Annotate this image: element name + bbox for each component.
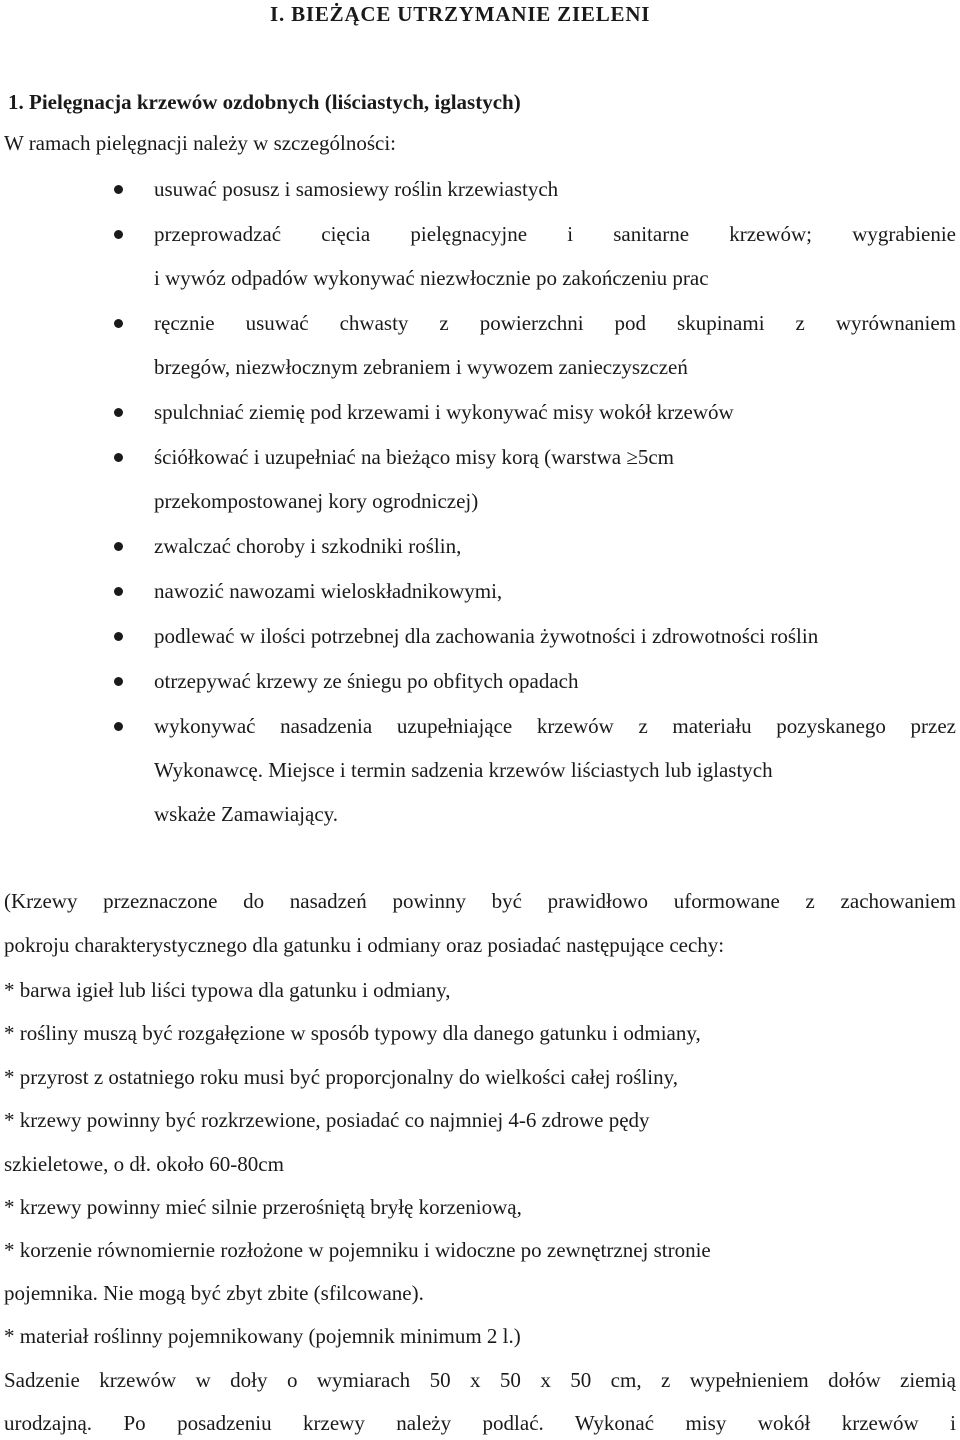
bullet-icon [114,319,123,328]
bullet-icon [114,542,123,551]
requirement-item-continuation: pojemnika. Nie mogą być zbyt zbite (sfilcowane). [4,1281,424,1305]
requirement-item: * krzewy powinny mieć silnie przerośniętą bryłę korzeniową, [4,1195,522,1219]
section-heading: 1. Pielęgnacja krzewów ozdobnych (liściastych, iglastych) [8,90,521,114]
list-item: spulchniać ziemię pod krzewami i wykonywać misy wokół krzewów [154,400,734,424]
requirement-item: * krzewy powinny być rozkrzewione, posiadać co najmniej 4-6 zdrowe pędy [4,1108,650,1132]
paragraph-line: pokroju charakterystycznego dla gatunku i odmiany oraz posiadać następujące cechy: [4,933,725,957]
list-item-continuation: i wywóz odpadów wykonywać niezwłocznie po zakończeniu prac [154,266,709,290]
list-item-continuation: Wykonawcę. Miejsce i termin sadzenia krzewów liściastych lub iglastych [154,758,773,782]
list-item-continuation: przekompostowanej kory ogrodniczej) [154,489,479,513]
list-item: ściółkować i uzupełniać na bieżąco misy korą (warstwa ≥5cm [154,445,674,469]
list-item: zwalczać choroby i szkodniki roślin, [154,534,462,558]
bullet-icon [114,587,123,596]
paragraph-line: Sadzenie krzewów w doły o wymiarach 50 x 50 x 50 cm, z wypełnieniem dołów ziemią [4,1368,956,1392]
document-title: I. BIEŻĄCE UTRZYMANIE ZIELENI [270,2,651,26]
list-item: usuwać posusz i samosiewy roślin krzewiastych [154,177,559,201]
list-item: otrzepywać krzewy ze śniegu po obfitych opadach [154,669,579,693]
bullet-icon [114,185,123,194]
section-intro: W ramach pielęgnacji należy w szczególności: [4,131,397,155]
requirement-item: * materiał roślinny pojemnikowany (pojemnik minimum 2 l.) [4,1324,521,1348]
bullet-icon [114,722,123,731]
paragraph-line: (Krzewy przeznaczone do nasadzeń powinny być prawidłowo uformowane z zachowaniem [4,889,956,913]
bullet-icon [114,408,123,417]
requirement-item-continuation: szkieletowe, o dł. około 60-80cm [4,1152,284,1176]
requirement-item: * korzenie równomiernie rozłożone w pojemniku i widoczne po zewnętrznej stronie [4,1238,711,1262]
bullet-icon [114,632,123,641]
list-item: podlewać w ilości potrzebnej dla zachowania żywotności i zdrowotności roślin [154,624,819,648]
requirement-item: * barwa igieł lub liści typowa dla gatunku i odmiany, [4,978,451,1002]
list-item-continuation: wskaże Zamawiający. [154,802,339,826]
paragraph-line: urodzajną. Po posadzeniu krzewy należy podlać. Wykonać misy wokół krzewów i [4,1411,956,1435]
bullet-icon [114,453,123,462]
list-item: ręcznie usuwać chwasty z powierzchni pod skupinami z wyrównaniem [154,311,956,335]
requirement-item: * przyrost z ostatniego roku musi być proporcjonalny do wielkości całej rośliny, [4,1065,678,1089]
bullet-icon [114,677,123,686]
list-item: przeprowadzać cięcia pielęgnacyjne i sanitarne krzewów; wygrabienie [154,222,956,246]
list-item-continuation: brzegów, niezwłocznym zebraniem i wywozem zanieczyszczeń [154,355,688,379]
list-item: nawozić nawozami wieloskładnikowymi, [154,579,503,603]
bullet-icon [114,230,123,239]
requirement-item: * rośliny muszą być rozgałęzione w sposób typowy dla danego gatunku i odmiany, [4,1021,701,1045]
list-item: wykonywać nasadzenia uzupełniające krzewów z materiału pozyskanego przez [154,714,956,738]
